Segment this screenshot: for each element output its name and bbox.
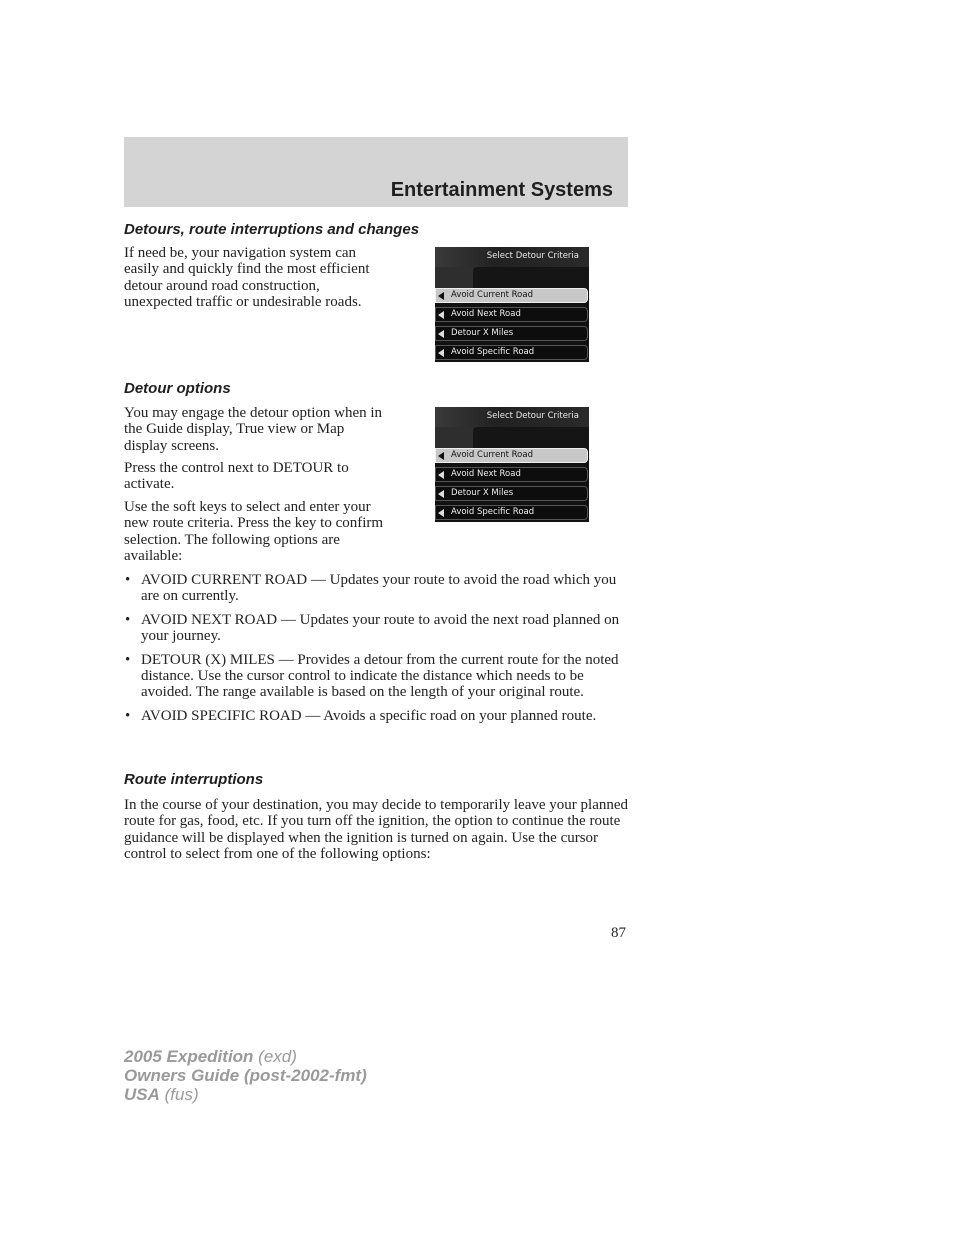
bullet-icon: • bbox=[125, 651, 131, 668]
left-arrow-icon bbox=[438, 311, 444, 319]
option-avoid-next-road: Avoid Next Road bbox=[435, 307, 588, 322]
screen-title: Select Detour Criteria bbox=[486, 411, 579, 421]
bullet-icon: • bbox=[125, 611, 131, 628]
screen-title-bar bbox=[435, 407, 589, 427]
list-item: • AVOID CURRENT ROAD — Updates your route to avoid the road which you are on currently. bbox=[125, 572, 617, 605]
list-item: • DETOUR (X) MILES — Provides a detour from the current route for the noted distance. Use the cursor control to indicate the distance which needs to be avoided. The range available is based on the length of your original route. bbox=[125, 651, 619, 701]
left-arrow-icon bbox=[438, 471, 444, 479]
header-band bbox=[124, 137, 628, 207]
heading-detours: Detours, route interruptions and changes bbox=[124, 221, 420, 238]
detour-options-p1: You may engage the detour option when in the Guide display, True view or Map display screens. bbox=[124, 405, 383, 454]
bullet-icon: • bbox=[125, 572, 131, 588]
heading-route-interruptions: Route interruptions bbox=[124, 771, 264, 788]
list-item: • AVOID SPECIFIC ROAD — Avoids a specific road on your planned route. bbox=[125, 707, 597, 724]
option-avoid-current-road: Avoid Current Road bbox=[435, 288, 588, 303]
screen-panel bbox=[435, 267, 589, 289]
section-title: Entertainment Systems bbox=[390, 179, 613, 201]
left-arrow-icon bbox=[438, 452, 444, 460]
page-number: 87 bbox=[611, 925, 626, 941]
left-arrow-icon bbox=[438, 330, 444, 338]
route-interruptions-text: In the course of your destination, you may decide to temporarily leave your planned route for gas, food, etc. If you turn off the ignition, the option to continue the route guidance will be displayed when the ignition is turned on again. Use the cursor control to select from one of the following options: bbox=[124, 797, 629, 863]
option-avoid-next-road: Avoid Next Road bbox=[435, 467, 588, 482]
left-arrow-icon bbox=[438, 509, 444, 517]
detour-criteria-screen-2 bbox=[435, 407, 589, 522]
detour-criteria-screen-1 bbox=[435, 247, 589, 362]
left-arrow-icon bbox=[438, 490, 444, 498]
screen-title-bar bbox=[435, 247, 589, 267]
heading-detour-options: Detour options bbox=[124, 380, 231, 397]
option-avoid-current-road: Avoid Current Road bbox=[435, 448, 588, 463]
option-detour-x-miles: Detour X Miles bbox=[435, 326, 588, 341]
left-arrow-icon bbox=[438, 349, 444, 357]
option-avoid-specific-road: Avoid Specific Road bbox=[435, 505, 588, 520]
document-footer: 2005 Expedition (exd) Owners Guide (post-2002-fmt) USA (fus) bbox=[124, 1047, 367, 1104]
detours-intro-text: If need be, your navigation system can easily and quickly find the most efficient detour around road construction, unexpected traffic or undesirable roads. bbox=[124, 245, 370, 311]
screen-title: Select Detour Criteria bbox=[486, 251, 579, 261]
left-arrow-icon bbox=[438, 292, 444, 300]
option-avoid-specific-road: Avoid Specific Road bbox=[435, 345, 588, 360]
detour-options-p3: Use the soft keys to select and enter your new route criteria. Press the key to confirm selection. The following options are available: bbox=[124, 499, 384, 565]
detour-options-list bbox=[124, 572, 630, 731]
bullet-icon: • bbox=[125, 707, 131, 724]
list-item: • AVOID NEXT ROAD — Updates your route to avoid the next road planned on your journey. bbox=[125, 611, 620, 645]
screen-panel bbox=[435, 427, 589, 449]
detour-options-p2: Press the control next to DETOUR to activate. bbox=[124, 460, 349, 493]
option-detour-x-miles: Detour X Miles bbox=[435, 486, 588, 501]
